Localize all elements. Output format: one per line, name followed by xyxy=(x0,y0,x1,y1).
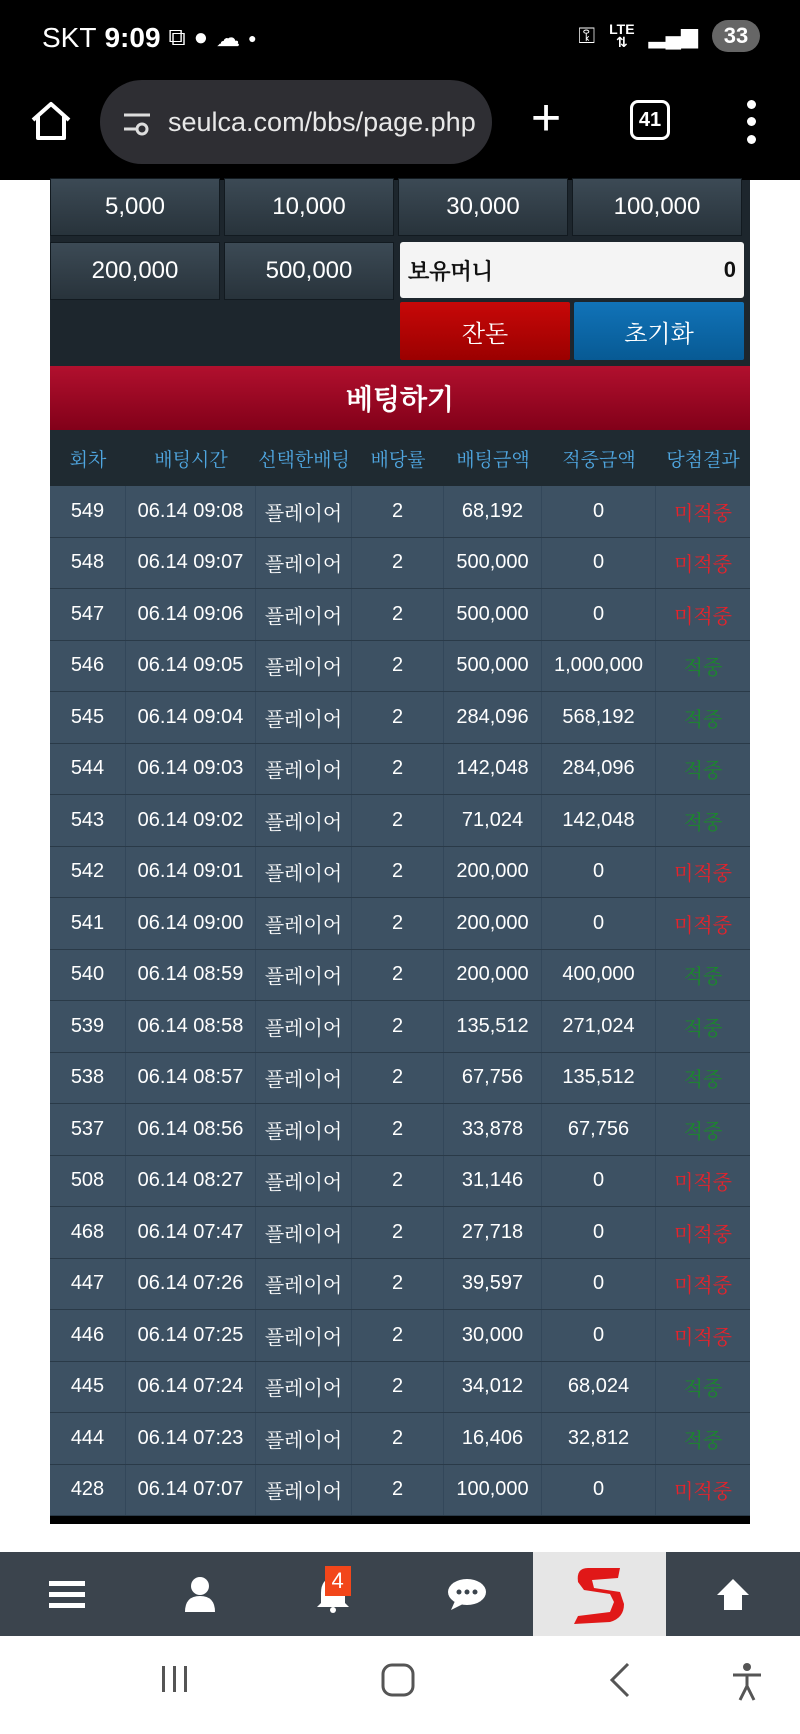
cell-odds: 2 xyxy=(352,1310,444,1361)
cell-round: 548 xyxy=(50,538,126,589)
cell-result: 미적중 xyxy=(674,863,732,886)
cell-round: 538 xyxy=(50,1053,126,1104)
cell-result: 적중 xyxy=(683,1429,723,1452)
system-nav-bar xyxy=(0,1636,800,1734)
cell-selection: 플레이어 xyxy=(256,692,352,743)
cell-odds: 2 xyxy=(352,1207,444,1258)
dot-icon: ● xyxy=(248,30,257,46)
cell-payout: 0 xyxy=(542,1207,656,1258)
cell-round: 428 xyxy=(50,1465,126,1516)
nav-scroll-top[interactable] xyxy=(666,1552,799,1636)
carrier: SKT xyxy=(42,22,97,53)
cell-amount: 284,096 xyxy=(444,692,542,743)
chip-button[interactable]: 10,000 xyxy=(224,178,394,236)
cell-payout: 0 xyxy=(542,1259,656,1310)
hamburger-icon xyxy=(49,1579,85,1609)
cell-amount: 39,597 xyxy=(444,1259,542,1310)
cell-odds: 2 xyxy=(352,795,444,846)
cell-time: 06.14 09:00 xyxy=(126,898,256,949)
cell-time: 06.14 09:03 xyxy=(126,744,256,795)
balance-display xyxy=(400,242,744,298)
cell-round: 542 xyxy=(50,847,126,898)
status-bar xyxy=(0,0,800,76)
cell-payout: 68,024 xyxy=(542,1362,656,1413)
screenshot-icon: ⧉ xyxy=(168,24,186,51)
change-button[interactable]: 잔돈 xyxy=(400,302,570,360)
bet-submit-button[interactable]: 베팅하기 xyxy=(50,366,750,430)
cell-payout: 32,812 xyxy=(542,1413,656,1464)
cell-time: 06.14 09:04 xyxy=(126,692,256,743)
table-row xyxy=(50,486,750,538)
new-tab-button[interactable]: + xyxy=(530,89,562,147)
table-row xyxy=(50,847,750,899)
table-row xyxy=(50,538,750,590)
cell-selection: 플레이어 xyxy=(256,1156,352,1207)
cell-result: 적중 xyxy=(683,1069,723,1092)
cell-selection: 플레이어 xyxy=(256,795,352,846)
cell-selection: 플레이어 xyxy=(256,1413,352,1464)
table-row xyxy=(50,1310,750,1362)
cell-round: 539 xyxy=(50,1001,126,1052)
site-logo-icon xyxy=(570,1560,630,1628)
cell-odds: 2 xyxy=(352,1413,444,1464)
recent-apps-icon[interactable] xyxy=(158,1662,192,1696)
cell-payout: 1,000,000 xyxy=(542,641,656,692)
table-row xyxy=(50,744,750,796)
cell-amount: 100,000 xyxy=(444,1465,542,1516)
table-row xyxy=(50,1104,750,1156)
cell-selection: 플레이어 xyxy=(256,744,352,795)
cell-time: 06.14 07:26 xyxy=(126,1259,256,1310)
table-row xyxy=(50,1001,750,1053)
cell-round: 447 xyxy=(50,1259,126,1310)
cell-amount: 68,192 xyxy=(444,486,542,537)
balance-value: 0 xyxy=(723,257,736,282)
cell-round: 540 xyxy=(50,950,126,1001)
cell-round: 544 xyxy=(50,744,126,795)
cell-odds: 2 xyxy=(352,486,444,537)
cell-time: 06.14 09:02 xyxy=(126,795,256,846)
cell-odds: 2 xyxy=(352,1362,444,1413)
table-row xyxy=(50,1413,750,1465)
cell-amount: 67,756 xyxy=(444,1053,542,1104)
cell-amount: 33,878 xyxy=(444,1104,542,1155)
header-odds: 배당률 xyxy=(370,449,426,471)
nav-site-logo[interactable] xyxy=(533,1552,666,1636)
arrow-up-icon xyxy=(715,1576,751,1612)
cell-selection: 플레이어 xyxy=(256,1053,352,1104)
cell-payout: 142,048 xyxy=(542,795,656,846)
cell-odds: 2 xyxy=(352,1156,444,1207)
cloud-icon: ☁ xyxy=(216,24,241,52)
cell-time: 06.14 08:59 xyxy=(126,950,256,1001)
cell-time: 06.14 09:05 xyxy=(126,641,256,692)
more-menu-icon[interactable] xyxy=(736,96,766,148)
cell-time: 06.14 08:58 xyxy=(126,1001,256,1052)
url-text: seulca.com/bbs/page.php xyxy=(168,106,476,137)
cell-amount: 30,000 xyxy=(444,1310,542,1361)
table-header xyxy=(50,430,750,486)
cell-selection: 플레이어 xyxy=(256,847,352,898)
nav-profile[interactable] xyxy=(133,1552,266,1636)
table-row xyxy=(50,1465,750,1517)
cell-selection: 플레이어 xyxy=(256,486,352,537)
cell-round: 545 xyxy=(50,692,126,743)
table-bottom-border xyxy=(50,1516,750,1524)
cell-result: 미적중 xyxy=(674,554,732,577)
table-row xyxy=(50,1259,750,1311)
cell-selection: 플레이어 xyxy=(256,641,352,692)
cell-result: 미적중 xyxy=(674,914,732,937)
cell-result: 미적중 xyxy=(674,1326,732,1349)
home-icon[interactable] xyxy=(28,98,74,144)
chat-icon xyxy=(447,1577,487,1611)
cell-amount: 31,146 xyxy=(444,1156,542,1207)
cell-payout: 0 xyxy=(542,1465,656,1516)
cell-selection: 플레이어 xyxy=(256,1001,352,1052)
cell-result: 적중 xyxy=(683,760,723,783)
cell-selection: 플레이어 xyxy=(256,538,352,589)
cell-time: 06.14 07:07 xyxy=(126,1465,256,1516)
cell-odds: 2 xyxy=(352,898,444,949)
user-icon xyxy=(184,1576,216,1612)
signal-icon: ▂▄▆ xyxy=(648,23,698,48)
cell-selection: 플레이어 xyxy=(256,898,352,949)
cell-round: 468 xyxy=(50,1207,126,1258)
nav-notifications[interactable] xyxy=(267,1552,400,1636)
cell-time: 06.14 08:27 xyxy=(126,1156,256,1207)
cell-amount: 500,000 xyxy=(444,641,542,692)
cell-time: 06.14 09:01 xyxy=(126,847,256,898)
cell-payout: 135,512 xyxy=(542,1053,656,1104)
betting-panel xyxy=(50,180,750,366)
reset-button[interactable]: 초기화 xyxy=(574,302,744,360)
header-selection: 선택한배팅 xyxy=(258,449,350,471)
header-time: 배팅시간 xyxy=(154,449,228,471)
tab-switcher-button[interactable]: 41 xyxy=(630,100,670,140)
cell-payout: 0 xyxy=(542,538,656,589)
cell-result: 적중 xyxy=(683,966,723,989)
cell-round: 446 xyxy=(50,1310,126,1361)
table-row xyxy=(50,692,750,744)
cell-payout: 400,000 xyxy=(542,950,656,1001)
cell-payout: 271,024 xyxy=(542,1001,656,1052)
notification-badge: 4 xyxy=(325,1566,351,1596)
header-round: 회차 xyxy=(69,449,107,471)
table-row xyxy=(50,589,750,641)
site-settings-icon[interactable] xyxy=(120,105,154,139)
cell-time: 06.14 09:08 xyxy=(126,486,256,537)
nav-chat[interactable] xyxy=(400,1552,533,1636)
cell-amount: 71,024 xyxy=(444,795,542,846)
cell-result: 미적중 xyxy=(674,1172,732,1195)
cell-odds: 2 xyxy=(352,950,444,1001)
cell-odds: 2 xyxy=(352,589,444,640)
cell-result: 적중 xyxy=(683,657,723,680)
chip-button[interactable]: 100,000 xyxy=(572,178,742,236)
key-icon: ⚿ xyxy=(578,23,596,48)
cell-odds: 2 xyxy=(352,847,444,898)
cell-payout: 0 xyxy=(542,1156,656,1207)
chip-button[interactable]: 500,000 xyxy=(224,242,394,300)
home-nav-icon[interactable] xyxy=(380,1662,416,1698)
cell-amount: 500,000 xyxy=(444,589,542,640)
cell-payout: 568,192 xyxy=(542,692,656,743)
cell-amount: 500,000 xyxy=(444,538,542,589)
table-row xyxy=(50,950,750,1002)
cell-time: 06.14 07:25 xyxy=(126,1310,256,1361)
accessibility-icon[interactable] xyxy=(730,1662,764,1702)
cell-round: 547 xyxy=(50,589,126,640)
cell-payout: 0 xyxy=(542,898,656,949)
address-bar[interactable] xyxy=(100,80,492,164)
cell-odds: 2 xyxy=(352,1053,444,1104)
cell-amount: 135,512 xyxy=(444,1001,542,1052)
cell-time: 06.14 08:56 xyxy=(126,1104,256,1155)
table-row xyxy=(50,795,750,847)
back-icon[interactable] xyxy=(606,1662,634,1698)
cell-amount: 16,406 xyxy=(444,1413,542,1464)
chip-button[interactable]: 30,000 xyxy=(398,178,568,236)
cell-time: 06.14 08:57 xyxy=(126,1053,256,1104)
cell-round: 543 xyxy=(50,795,126,846)
cell-amount: 200,000 xyxy=(444,898,542,949)
header-payout: 적중금액 xyxy=(562,449,636,471)
cell-odds: 2 xyxy=(352,1001,444,1052)
cell-result: 적중 xyxy=(683,1017,723,1040)
cell-round: 508 xyxy=(50,1156,126,1207)
cell-amount: 27,718 xyxy=(444,1207,542,1258)
cell-payout: 67,756 xyxy=(542,1104,656,1155)
cell-time: 06.14 09:06 xyxy=(126,589,256,640)
cell-selection: 플레이어 xyxy=(256,1362,352,1413)
cell-result: 적중 xyxy=(683,1378,723,1401)
cell-result: 미적중 xyxy=(674,1275,732,1298)
cell-odds: 2 xyxy=(352,1104,444,1155)
cell-selection: 플레이어 xyxy=(256,1259,352,1310)
cell-result: 미적중 xyxy=(674,605,732,628)
cell-odds: 2 xyxy=(352,641,444,692)
cell-round: 537 xyxy=(50,1104,126,1155)
chip-button[interactable]: 5,000 xyxy=(50,178,220,236)
cell-selection: 플레이어 xyxy=(256,1465,352,1516)
lte-icon: LTE ⇅ xyxy=(609,21,635,50)
cell-result: 미적중 xyxy=(674,1223,732,1246)
cell-payout: 0 xyxy=(542,1310,656,1361)
table-row xyxy=(50,1362,750,1414)
cell-round: 445 xyxy=(50,1362,126,1413)
balance-label: 보유머니 xyxy=(408,258,494,284)
cell-payout: 0 xyxy=(542,486,656,537)
cell-odds: 2 xyxy=(352,692,444,743)
oo-icon: ● xyxy=(193,24,209,51)
cell-round: 549 xyxy=(50,486,126,537)
cell-result: 적중 xyxy=(683,1120,723,1143)
clock: 9:09 xyxy=(104,22,161,53)
nav-menu[interactable] xyxy=(0,1552,133,1636)
cell-time: 06.14 07:24 xyxy=(126,1362,256,1413)
cell-odds: 2 xyxy=(352,538,444,589)
cell-round: 546 xyxy=(50,641,126,692)
cell-selection: 플레이어 xyxy=(256,1310,352,1361)
battery-indicator: 33 xyxy=(712,20,760,52)
cell-selection: 플레이어 xyxy=(256,589,352,640)
cell-odds: 2 xyxy=(352,1465,444,1516)
cell-time: 06.14 07:47 xyxy=(126,1207,256,1258)
browser-toolbar xyxy=(0,76,800,180)
cell-result: 적중 xyxy=(683,708,723,731)
header-result: 당첨결과 xyxy=(666,449,740,471)
cell-odds: 2 xyxy=(352,1259,444,1310)
cell-amount: 142,048 xyxy=(444,744,542,795)
chip-button[interactable]: 200,000 xyxy=(50,242,220,300)
table-row xyxy=(50,898,750,950)
cell-time: 06.14 07:23 xyxy=(126,1413,256,1464)
cell-time: 06.14 09:07 xyxy=(126,538,256,589)
bet-history-table xyxy=(50,486,750,1516)
cell-selection: 플레이어 xyxy=(256,1104,352,1155)
cell-result: 적중 xyxy=(683,811,723,834)
cell-selection: 플레이어 xyxy=(256,950,352,1001)
table-row xyxy=(50,641,750,693)
table-row xyxy=(50,1053,750,1105)
cell-payout: 284,096 xyxy=(542,744,656,795)
cell-round: 541 xyxy=(50,898,126,949)
cell-amount: 34,012 xyxy=(444,1362,542,1413)
cell-amount: 200,000 xyxy=(444,950,542,1001)
cell-payout: 0 xyxy=(542,847,656,898)
cell-odds: 2 xyxy=(352,744,444,795)
cell-payout: 0 xyxy=(542,589,656,640)
cell-result: 미적중 xyxy=(674,502,732,525)
table-row xyxy=(50,1156,750,1208)
cell-selection: 플레이어 xyxy=(256,1207,352,1258)
cell-amount: 200,000 xyxy=(444,847,542,898)
table-row xyxy=(50,1207,750,1259)
site-bottom-nav xyxy=(0,1552,800,1636)
cell-round: 444 xyxy=(50,1413,126,1464)
cell-result: 미적중 xyxy=(674,1481,732,1504)
header-amount: 배팅금액 xyxy=(456,449,530,471)
